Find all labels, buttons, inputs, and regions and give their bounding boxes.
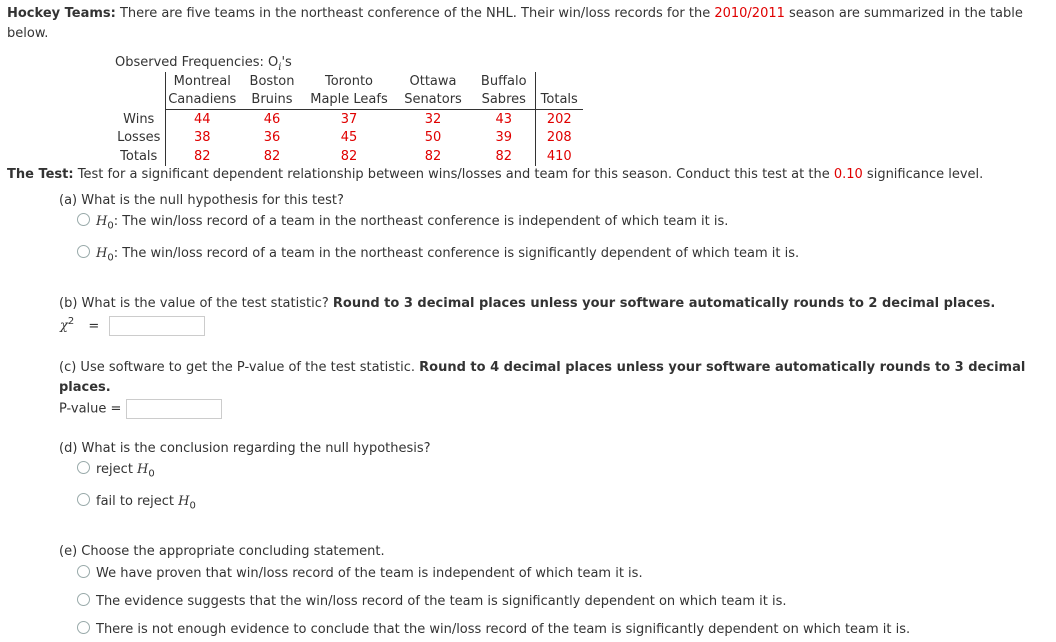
p-value-input[interactable] [126,399,222,419]
h-symbol: H [178,494,190,509]
table-row [113,147,583,166]
equals-sign: = [88,318,100,334]
chi-sup: 2 [67,316,75,328]
question-text: (b) What is the value of the test statistic? [59,296,333,311]
radio-button[interactable] [77,593,90,606]
header-cell: Sabres [473,91,535,110]
table-cell: 32 [424,111,442,127]
radio-button[interactable] [77,461,90,474]
part-b-question [59,296,995,311]
table-row [113,129,583,148]
part-e-option-1[interactable] [77,565,643,581]
test-tail: significance level. [862,167,984,182]
header-cell: Bruins [239,91,305,110]
h-symbol: H [96,214,108,229]
radio-button[interactable] [77,493,90,506]
table-header-row-2 [113,91,583,110]
row-label: Wins [123,111,155,127]
h-symbol: H [96,246,108,261]
header-cell: Senators [393,91,473,110]
table-cell: 39 [473,129,535,148]
radio-button[interactable] [77,565,90,578]
part-d-option-fail[interactable] [77,493,196,512]
table-cell: 45 [340,130,358,146]
part-c-question-cont [59,380,111,395]
part-e-question: (e) Choose the appropriate concluding statement. [59,544,385,559]
part-e-option-3[interactable] [77,621,910,637]
table-cell: 82 [165,147,239,166]
table-cell: 82 [263,148,281,164]
table-cell: 208 [546,130,572,146]
option-text [96,494,196,512]
radio-button[interactable] [77,245,90,258]
option-text: : The win/loss record of a team in the northeast conference is independent of which team it is. [113,214,729,229]
table-cell: 37 [340,111,358,127]
observed-frequency-table [113,72,583,166]
header-cell: Buffalo [473,72,535,91]
caption-tail: 's [281,55,292,70]
rounding-instruction: Round to 3 decimal places unless your software automatically rounds to 2 decimal places. [332,296,996,311]
table-header-row-1 [113,72,583,91]
part-a-question: (a) What is the null hypothesis for this test? [59,193,344,208]
h-symbol: H [137,462,149,477]
header-cell: Toronto [325,73,373,89]
table-cell: 36 [263,130,281,146]
season-value: 2010/2011 [714,6,785,21]
table-cell: 82 [340,148,358,164]
caption-sub: i [278,61,282,73]
header-cell: Totals [535,91,583,110]
h-sub: 0 [148,468,155,480]
h-sub: 0 [189,500,196,512]
intro-text-2: season are summarized in the table below. [7,6,1023,41]
part-d-option-reject[interactable] [77,461,155,480]
intro-text-1: There are five teams in the northeast conference of the NHL. Their win/loss records for the [115,6,715,21]
row-label: Losses [117,130,161,146]
chi-symbol: χ [60,318,68,334]
table-cell: 50 [424,130,442,146]
h-sub: 0 [107,252,114,264]
radio-button[interactable] [77,621,90,634]
test-text: Test for a significant dependent relationship between wins/losses and team for this season. Conduct this test at the [73,167,834,182]
option-text [96,462,155,480]
option-text: The evidence suggests that the win/loss record of the team is significantly dependent on which team it is. [96,594,787,609]
test-statistic-input[interactable] [109,316,205,336]
question-text: (c) Use software to get the P-value of the test statistic. [59,360,420,375]
radio-button[interactable] [77,213,90,226]
part-a-option-1[interactable] [77,213,728,232]
option-text: There is not enough evidence to conclude that the win/loss record of the team is significantly dependent on which team it is. [96,622,911,637]
table-cell: 44 [165,110,239,129]
intro-title: Hockey Teams: [7,6,116,21]
option-text-main: fail to reject [96,494,179,509]
table-cell: 82 [473,147,535,166]
table-cell: 43 [473,110,535,129]
option-text: : The win/loss record of a team in the northeast conference is significantly dependent of which team it is. [113,246,800,261]
part-e-option-2[interactable] [77,593,787,609]
alpha-value: 0.10 [833,167,863,182]
table-row [113,110,583,129]
part-c-question [59,360,1025,375]
h-sub: 0 [107,220,114,232]
header-cell: Ottawa [409,73,457,89]
table-cell: 202 [546,111,572,127]
header-cell: Canadiens [165,91,239,110]
option-text-main: reject [96,462,138,477]
rounding-instruction: Round to 4 decimal places unless your software automatically rounds to 3 decimal [419,360,1026,375]
table-caption [115,55,292,73]
row-label: Totals [120,148,158,164]
part-d-question: (d) What is the conclusion regarding the null hypothesis? [59,441,431,456]
header-cell: Maple Leafs [305,91,393,110]
option-text: We have proven that win/loss record of the team is independent of which team it is. [96,566,643,581]
header-cell [535,72,583,91]
test-description [7,167,983,182]
intro-paragraph [7,4,1047,44]
table-cell: 82 [424,148,442,164]
chi-square-row [60,316,205,336]
table-cell: 410 [546,148,572,164]
rounding-instruction-cont: places. [59,380,111,395]
header-cell: Boston [249,73,295,89]
p-value-label: P-value = [59,401,122,417]
p-value-row [59,399,222,419]
table-cell: 46 [263,111,281,127]
caption-text: Observed Frequencies: O [115,55,279,70]
table-cell: 38 [165,129,239,148]
test-label: The Test: [7,167,74,182]
header-cell: Montreal [165,72,239,91]
part-a-option-2[interactable] [77,245,799,264]
